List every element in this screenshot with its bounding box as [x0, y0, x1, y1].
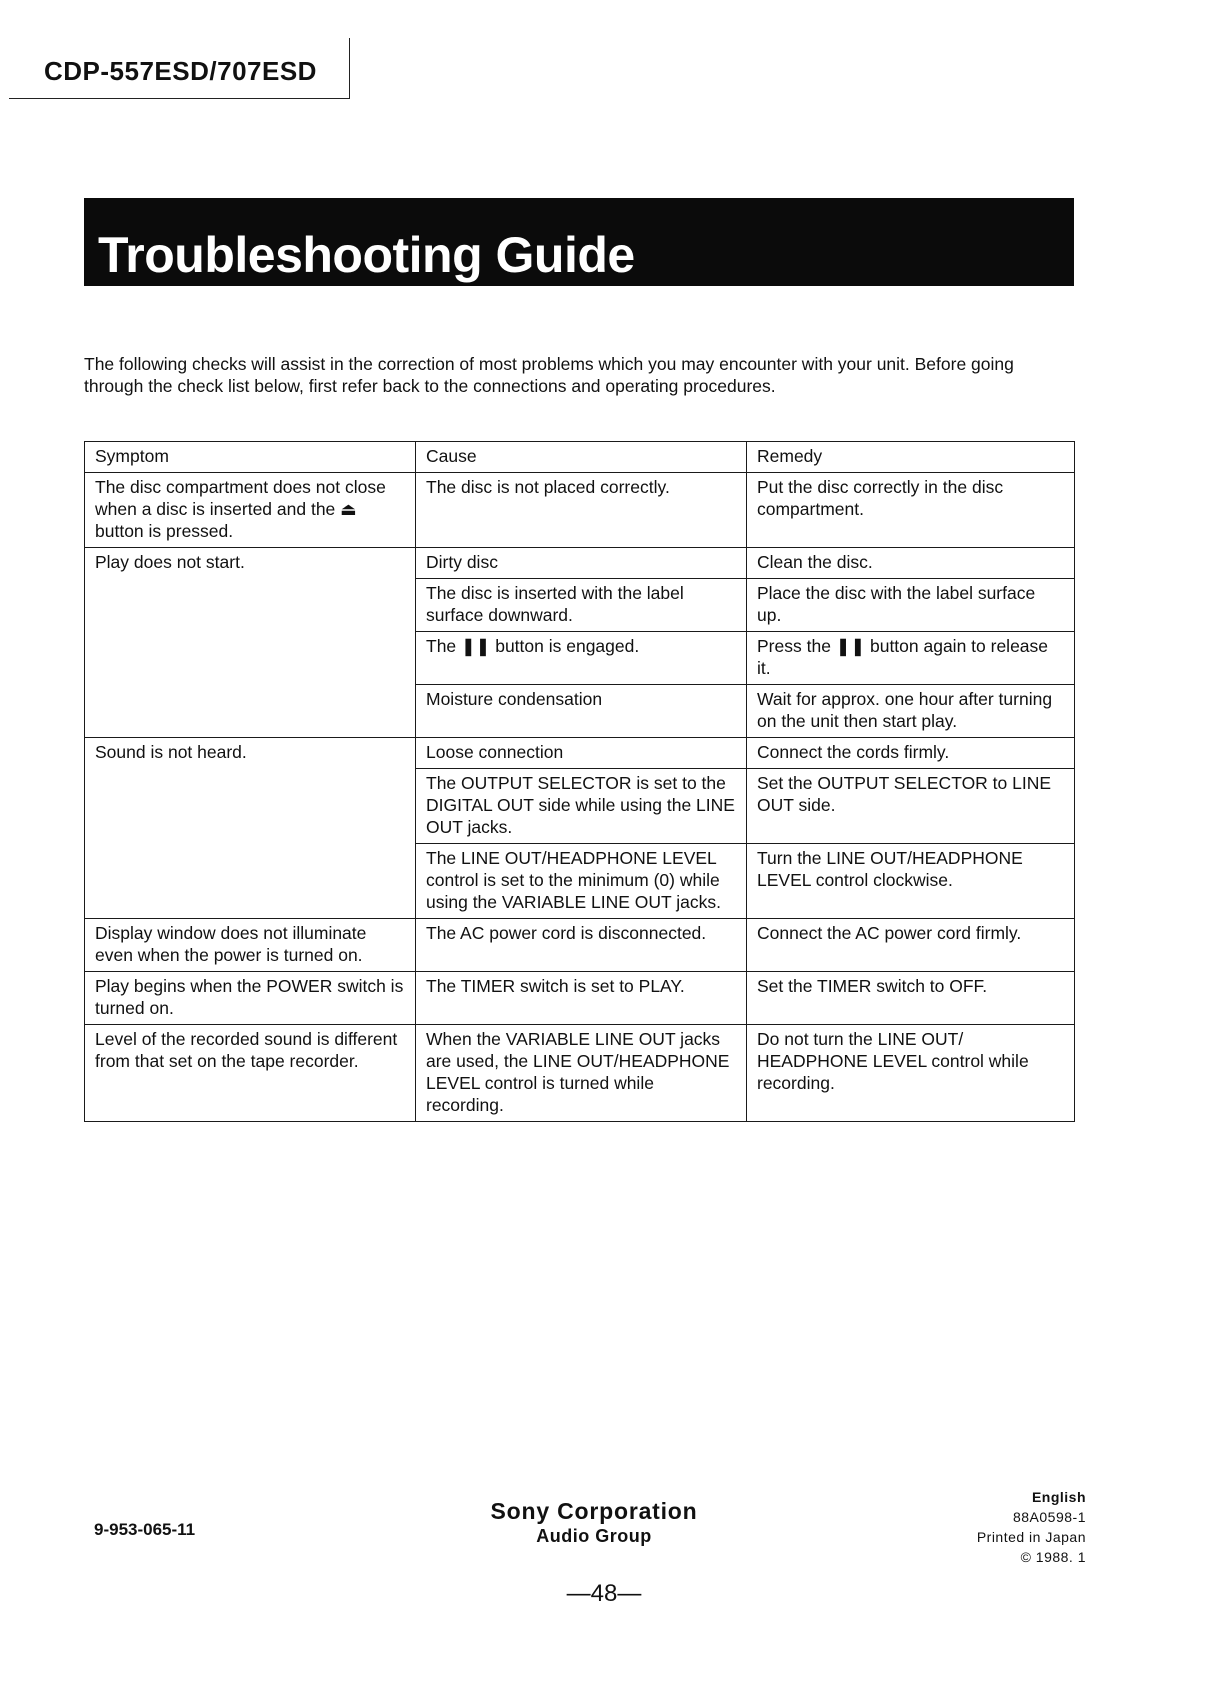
cause-cell: Moisture condensation — [416, 685, 747, 738]
company-block — [444, 1497, 744, 1547]
cause-cell: The LINE OUT/HEADPHONE LEVEL control is set to the minimum (0) while using the VARIABLE LINE OUT jacks. — [416, 844, 747, 919]
cause-cell: The disc is inserted with the label surface downward. — [416, 579, 747, 632]
copyright: © 1988. 1 — [1020, 1549, 1086, 1565]
remedy-cell: Connect the cords firmly. — [747, 738, 1075, 769]
table-row — [85, 548, 1075, 579]
symptom-cell: Play begins when the POWER switch is turned on. — [85, 972, 416, 1025]
symptom-cell: Display window does not illuminate even when the power is turned on. — [85, 919, 416, 972]
remedy-cell: Connect the AC power cord firmly. — [747, 919, 1075, 972]
remedy-cell: Turn the LINE OUT/HEADPHONE LEVEL control clockwise. — [747, 844, 1075, 919]
part-number: 9-953-065-11 — [94, 1520, 196, 1539]
table-row — [85, 738, 1075, 769]
symptom-cell: The disc compartment does not close when a disc is inserted and the ⏏ button is pressed. — [85, 473, 416, 548]
model-number: CDP-557ESD/707ESD — [44, 56, 317, 86]
symptom-cell: Level of the recorded sound is different from that set on the tape recorder. — [85, 1025, 416, 1122]
intro-paragraph: The following checks will assist in the correction of most problems which you may encounter with your unit. Before going through the check list below, first refer back to the connections and operating procedures. — [84, 353, 1014, 396]
remedy-cell: Set the OUTPUT SELECTOR to LINE OUT side. — [747, 769, 1075, 844]
table-row — [85, 1025, 1075, 1122]
print-code: 88A0598-1 — [1012, 1509, 1086, 1525]
page-number: —48— — [566, 1580, 642, 1607]
cause-cell: The disc is not placed correctly. — [416, 473, 747, 548]
cause-cell: When the VARIABLE LINE OUT jacks are used, the LINE OUT/HEADPHONE LEVEL control is turned while recording. — [416, 1025, 747, 1122]
symptom-cell: Sound is not heard. — [85, 738, 416, 919]
cause-cell: The AC power cord is disconnected. — [416, 919, 747, 972]
cause-cell: Loose connection — [416, 738, 747, 769]
remedy-cell: Place the disc with the label surface up. — [747, 579, 1075, 632]
cause-cell: The TIMER switch is set to PLAY. — [416, 972, 747, 1025]
header-cause: Cause — [416, 442, 747, 473]
header-symptom: Symptom — [85, 442, 416, 473]
table-header-row — [85, 442, 1075, 473]
title-banner — [84, 198, 1074, 286]
printed-location: Printed in Japan — [976, 1529, 1086, 1545]
remedy-cell: Put the disc correctly in the disc compartment. — [747, 473, 1075, 548]
cause-cell: The ❚❚ button is engaged. — [416, 632, 747, 685]
company-name: Sony Corporation — [490, 1498, 698, 1524]
remedy-cell: Clean the disc. — [747, 548, 1075, 579]
remedy-cell: Set the TIMER switch to OFF. — [747, 972, 1075, 1025]
table-row — [85, 919, 1075, 972]
remedy-cell: Wait for approx. one hour after turning on the unit then start play. — [747, 685, 1075, 738]
page-title: Troubleshooting Guide — [98, 227, 635, 283]
header-remedy: Remedy — [747, 442, 1075, 473]
print-info — [900, 1487, 1086, 1567]
troubleshooting-table — [84, 441, 1075, 1122]
symptom-cell: Play does not start. — [85, 548, 416, 738]
language-label: English — [1031, 1489, 1086, 1505]
remedy-cell: Press the ❚❚ button again to release it. — [747, 632, 1075, 685]
company-group: Audio Group — [536, 1526, 652, 1546]
cause-cell: Dirty disc — [416, 548, 747, 579]
table-row — [85, 972, 1075, 1025]
cause-cell: The OUTPUT SELECTOR is set to the DIGITAL OUT side while using the LINE OUT jacks. — [416, 769, 747, 844]
table-row — [85, 473, 1075, 548]
remedy-cell: Do not turn the LINE OUT/ HEADPHONE LEVEL control while recording. — [747, 1025, 1075, 1122]
